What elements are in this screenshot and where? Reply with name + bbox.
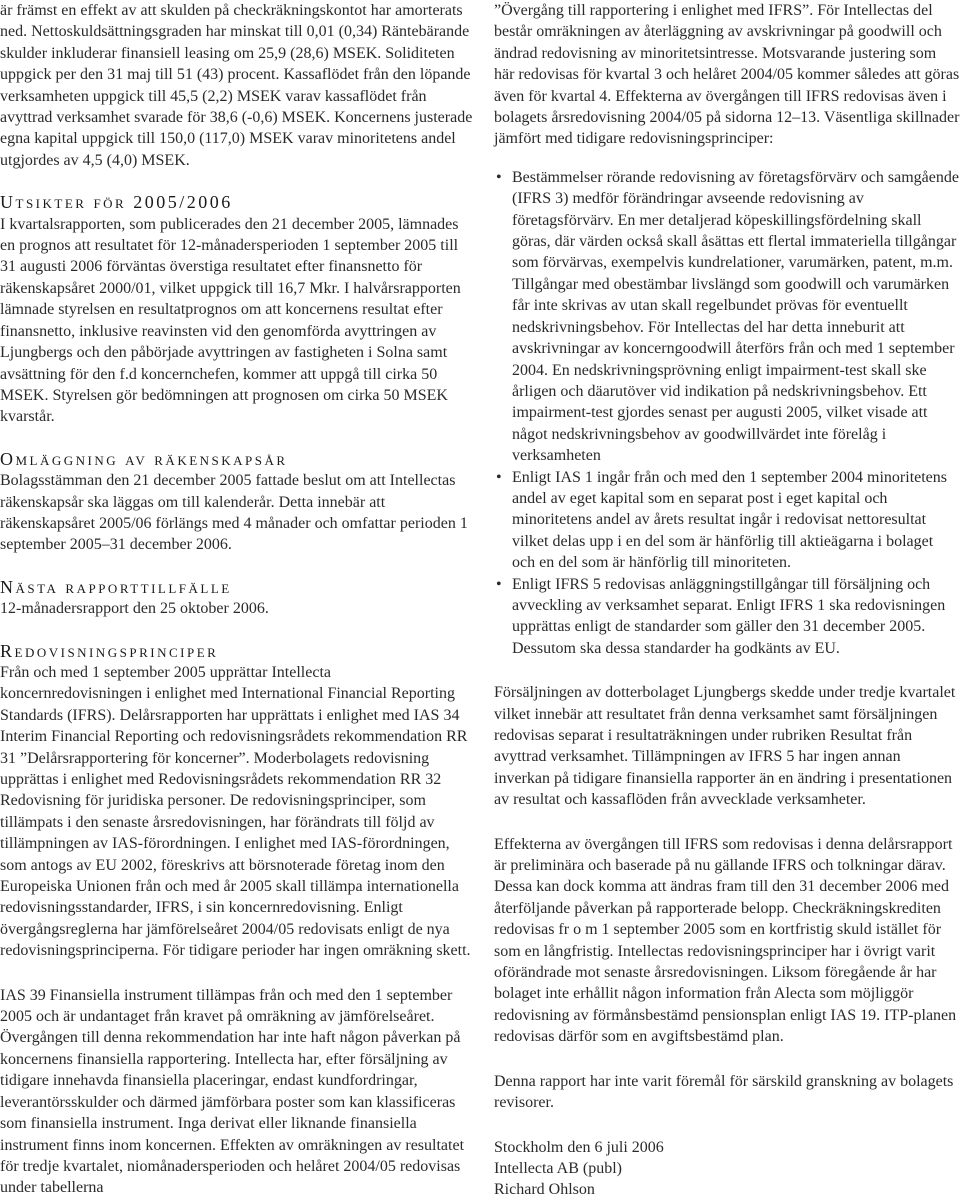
outlook-paragraph: I kvartalsrapporten, som publicerades den 21 december 2005, lämnades en prognos att resultatet för 12-månadersperioden 1 september 2005 till 31 augusti 2006 förväntas överstiga resultatet efter finansnetto för räkenskapsåret 2000/01, vilket uppgick till 16,7 Mkr. I halvårsrapporten lämnade styrelsen en resultatprognos om att koncernens resultat efter finansnetto, inklusive reavinsten vid den genomförda avyttringen av Ljungbergs och den påbörjade avyttringen av fastigheten i Solna samt avsättning för den f.d koncernchefen, kommer att uppgå till cirka 50 MSEK. Styrelsen gör bedömningen att prognosen om cirka 50 MSEK kvarstår. bbox=[0, 215, 461, 426]
fiscal-year-change-heading: Omläggning av räkenskapsår bbox=[0, 448, 288, 469]
accounting-principles-heading: Redovisningsprinciper bbox=[0, 640, 219, 661]
signature-block bbox=[494, 1137, 960, 1201]
fiscal-year-change-paragraph: Bolagsstämman den 21 december 2005 fattade beslut om att Intellectas räkenskapsår ska läggas om till kalenderår. Detta innebär att räkenskapsåret 2005/06 förlängs med 4 månader och omfattar perioden 1 september 2005–31 december 2006. bbox=[0, 472, 468, 554]
ljungbergs-sale-paragraph: Försäljningen av dotterbolaget Ljungbergs skedde under tredje kvartalet vilket innebär att resultatet från denna verksamhet samt försäljningen redovisas separat i resultaträkningen under rubriken Resultat från avyttrad verksamhet. Tillämpningen av IFRS 5 har ingen annan inverkan på tidigare finansiella rapporter än en ändring i presentationen av resultat och kassaflöden från avvecklade verksamheter. bbox=[494, 684, 956, 809]
signature-place-date: Stockholm den 6 juli 2006 bbox=[494, 1138, 664, 1156]
ias39-paragraph: IAS 39 Finansiella instrument tillämpas från och med den 1 september 2005 och är undantaget från kravet på omräkning av jämförelseåret. Övergången till denna rekommendation har inte haft någon påverkan på koncernens finansiella rapportering. Intellecta har, efter försäljning av tidigare innehavda finansiella placeringar, endast kundfordringar, leverantörsskulder och därmed jämförbara poster som kan klassificeras som finansiella instrument. Inga derivat eller liknande finansiella instrument finns inom koncernen. Effekten av omräkningen av resultatet för tredje kvartalet, niomånadersperioden och helåret 2004/05 redovisas under tabellerna bbox=[0, 986, 465, 1197]
list-item: • Bestämmelser rörande redovisning av företagsförvärv och samgående (IFRS 3) medför förändringar avseende redovisning av företagsförvärv. En mer detaljerad köpeskillingsfördelning skall göras, där värden också skall åsättas ett flertal immateriella tillgångar som förvärvas, exempelvis kundrelationer, varumärken, patent, m.m. Tillgångar med obestämbar livslängd som goodwill och varumärken får inte skrivas av utan skall regelbundet prövas för eventuellt nedskrivningsbehov. För Intellectas del har detta inneburit att avskrivningar av koncerngoodwill återförs från och med 1 september 2004. En nedskrivningsprövning enligt impairment-test skall ske årligen och däarutöver vid indikation på nedskrivningsbehov. Ett impairment-test gjordes senast per augusti 2005, vilket visade att något nedskrivningsbehov av goodwillvärdet inte förelåg i verksamheten bbox=[494, 167, 960, 467]
financial-position-paragraph: är främst en effekt av att skulden på checkräkningskontot har amorterats ned. Nettoskuldsättningsgraden har minskat till 0,01 (0,34) Räntebärande skulder inkluderar finansiell leasing om 25,9 (28,6) MSEK. Soliditeten uppgick per den 31 maj till 51 (43) procent. Kassaflödet från den löpande verksamheten uppgick till 45,5 (2,2) MSEK varav kassaflödet från avyttrad verksamhet svarade för 38,6 (-0,6) MSEK. Koncernens justerade egna kapital uppgick till 150,0 (117,0) MSEK varav minoritetens andel utgjordes av 4,5 (4,0) MSEK. bbox=[0, 2, 473, 169]
left-column bbox=[0, 0, 476, 1199]
list-item: • Enligt IAS 1 ingår från och med den 1 september 2004 minoritetens andel av eget kapital som en separat post i eget kapital och minoritetens andel av årets resultat ingår i redovisat nettoresultat vilket delas upp i en del som är hänförlig till aktieägarna i bolaget och en del som är hänförlig till minoriteten. bbox=[494, 467, 960, 574]
next-report-heading: Nästa rapporttillfälle bbox=[0, 576, 232, 597]
accounting-principles-paragraph: Från och med 1 september 2005 upprättar Intellecta koncernredovisningen i enlighet med International Financial Reporting Standards (IFRS). Delårsrapporten har upprättats i enlighet med IAS 34 Interim Financial Reporting och redovisningsrådets rekommendation RR 31 ”Delårsrapportering för koncerner”. Moderbolagets redovisning upprättas i enlighet med Redovisningsrådets rekommendation RR 32 Redovisning för juridiska personer. De redovisningsprinciper, som tillämpats i den senaste årsredovisningen, har förändrats till följd av tillämpningen av IAS-förordningen. I enlighet med IAS-förordningen, som antogs av EU 2002, föreskrivs att börsnoterade företag inom den Europeiska Unionen från och med år 2005 skall tillämpa internationella redovisningsstandarder, IFRS, i sin koncernredovisning. Enligt övergångsreglerna har jämförelseåret 2004/05 redovisats enligt de nya redovisningsprinciperna. För tidigare perioder har ingen omräkning skett. bbox=[0, 663, 471, 960]
signature-company: Intellecta AB (publ) bbox=[494, 1159, 622, 1177]
next-report-paragraph: 12-månadersrapport den 25 oktober 2006. bbox=[0, 600, 269, 618]
outlook-heading: Utsikter för 2005/2006 bbox=[0, 192, 233, 213]
list-item: • Enligt IFRS 5 redovisas anläggningstillgångar till försäljning och avveckling av verksamhet separat. Enligt IFRS 1 ska redovisningen upprättas enligt de standarder som gäller den 31 december 2005. Dessutom ska dessa standarder ha godkänts av EU. bbox=[494, 574, 960, 660]
signature-name: Richard Ohlson bbox=[494, 1181, 595, 1199]
differences-list bbox=[494, 167, 960, 659]
ifrs-effects-paragraph: Effekterna av övergången till IFRS som redovisas i denna delårsrapport är preliminära och baserade på nu gällande IFRS och tolkningar därav. Dessa kan dock komma att ändras fram till den 31 december 2006 med återföljande påverkan på rapporterade belopp. Checkräkningskrediten redovisas fr o m 1 september 2005 som en kortfristig skuld istället för som en långfristig. Intellectas redovisningsprinciper har i övrigt varit oförändrade mot senaste årsredovisningen. Liksom föregående år har bolaget inte erhållit någon information från Alecta som möjliggör redovisning av förmånsbestämd pensionsplan enligt IAS 19. ITP-planen redovisas därför som en avgiftsbestämd plan. bbox=[494, 835, 957, 1046]
ifrs-transition-paragraph: ”Övergång till rapportering i enlighet med IFRS”. För Intellectas del består omräkningen av återläggning av avskrivningar på goodwill och ändrad redovisning av minoritetsintresse. Motsvarande justering som här redovisas för kvartal 3 och helåret 2004/05 kommer således att göras även för kvartal 4. Effekterna av övergången till IFRS redovisas även i bolagets årsredovisning 2004/05 på sidorna 12–13. Väsentliga skillnader jämfört med tidigare redovisningsprinciper: bbox=[494, 2, 960, 148]
right-column bbox=[494, 0, 960, 1201]
audit-statement-paragraph: Denna rapport har inte varit föremål för särskild granskning av bolagets revisorer. bbox=[494, 1072, 954, 1112]
